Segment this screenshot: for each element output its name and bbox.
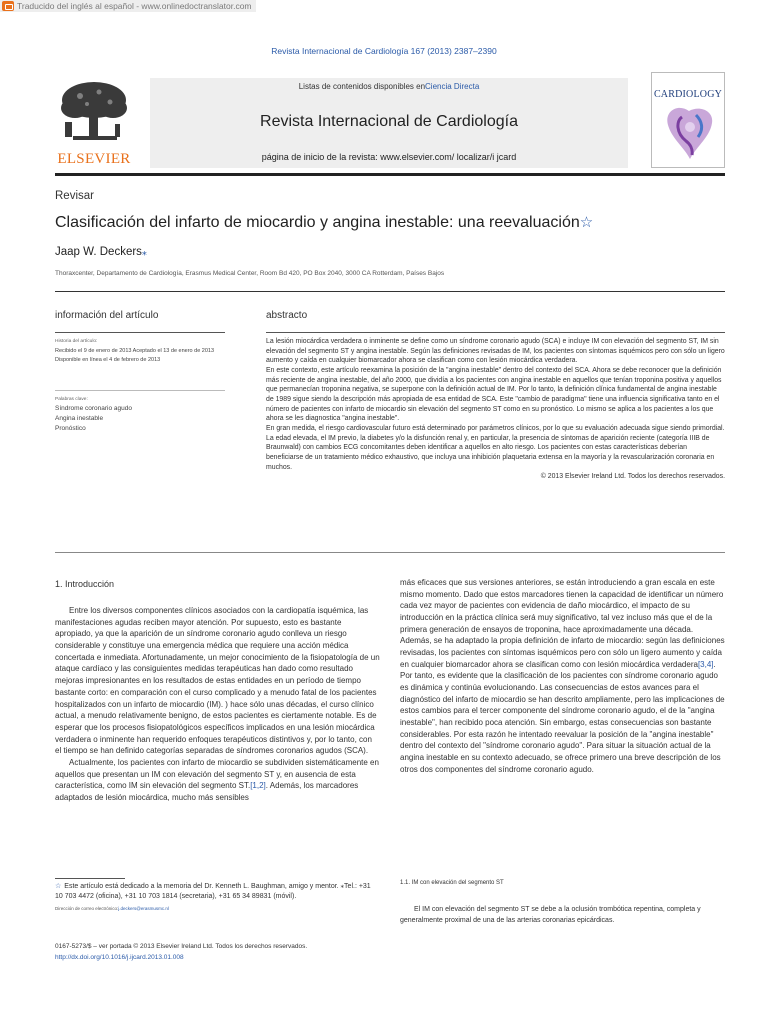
elsevier-logo (55, 78, 133, 168)
author-affiliation: Thoraxcenter, Departamento de Cardiología, Erasmus Medical Center, Room Bd 420, PO Box 2040, 3000 CA Rotterdam, Países Bajos (55, 270, 445, 277)
keyword-item: Pronóstico (55, 424, 86, 432)
article-history (55, 338, 225, 365)
header-divider (55, 291, 725, 292)
citation-link[interactable]: [1,2] (250, 781, 266, 791)
article-info-heading: información del artículo (55, 310, 159, 321)
subsection-body (400, 905, 725, 926)
issn-block (55, 941, 307, 963)
article-title-text: Clasificación del infarto de miocardio y angina inestable: una reevaluación (55, 214, 580, 231)
abstract-copyright: © 2013 Elsevier Ireland Ltd. Todos los derechos reservados. (540, 473, 725, 481)
masthead-divider (55, 173, 725, 176)
author-name: Jaap W. Deckers (55, 246, 142, 258)
translator-banner-text: Traducido del inglés al español - www.onlinedoctranslator.com (17, 1, 252, 11)
keywords-divider (55, 390, 225, 391)
abstract-paragraph: En gran medida, el riesgo cardiovascular futuro está determinado por parámetros clínicos, por lo que su evaluación adecuada sigue siendo primordial. La edad elevada, el IM previo, la diabetes y/o la disfunción renal y, en particular, la presencia de síntomas de aparición reciente (categoría IIIB de Braunwald) con cambios ECG concomitantes deben identificar a aquellos en alto riesgo. Los pacientes con estas características deberían beneficiarse de un tratamiento médico exhaustivo, que incluya una inhibición plaquetaria extensa en la mayoría y la revascularización coronaria en muchos. (266, 424, 725, 471)
journal-cover-thumbnail (651, 72, 725, 168)
subsection-heading: 1.1. IM con elevación del segmento ST (400, 880, 504, 886)
journal-homepage[interactable]: página de inicio de la revista: www.elsevier.com/ localizar/i jcard (261, 152, 517, 162)
footnote-divider (55, 878, 125, 879)
body-right-column (400, 577, 725, 775)
body-paragraph: Entre los diversos componentes clínicos asociados con la cardiopatía isquémica, las manifestaciones agudas reciben mayor atención. Por supuesto, esto es bastante apropiado, ya que la aparición de un síndrome coronario agudo conlleva un riesgo considerable y constituye una emergencia médica que requiere una acción médica concertada e inmediata. Afortunadamente, un mejor conocimiento de la fisiopatología de un ataque cardíaco y las consiguientes medidas terapéuticas han dado como resultado mejoras impresionantes en los resultados de estas entidades en un período de tiempo bastante corto: en comparación con el curso complicado y a menudo fatal de los pacientes hospitalizados con un infarto de miocardio (IM). ) hace sólo unas décadas, el curso clínico actual, a menudo relativamente benigno, de estos pacientes es ciertamente notable. Es de esperar que los procesos fisiopatológicos específicos implicados en una lesión miocárdica verdadera o inminente han requerido enfoques terapéuticos distintivos y, por lo tanto, con el tiempo se han definido categorías separadas de síndromes coronarios agudos (SCA). (55, 606, 380, 756)
body-text: Actualmente, los pacientes con infarto de miocardio se subdividen sistemáticamente en aquellos que presentan un IM con elevación del segmento ST y, en ausencia de esta característica, como IM sin elevación del segmento ST. (55, 757, 379, 791)
cover-title: CARDIOLOGY (653, 89, 723, 100)
body-paragraph (400, 577, 725, 775)
footnote (55, 882, 380, 912)
keywords-block (55, 396, 225, 433)
contents-line (150, 82, 628, 91)
keyword-item: Angina inestable (55, 414, 104, 422)
section-heading-introduction: 1. Introducción (55, 579, 115, 589)
abstract-body (266, 337, 725, 482)
title-footnote-star-icon[interactable]: ☆ (579, 214, 594, 231)
author-line (55, 246, 147, 258)
abstract-heading: abstracto (266, 310, 308, 321)
elsevier-wordmark: ELSEVIER (57, 151, 131, 167)
keywords-label: Palabras clave: (55, 397, 88, 402)
author-correspondence-mark[interactable]: ⁎ (141, 247, 147, 258)
body-paragraph: El IM con elevación del segmento ST se debe a la oclusión trombótica repentina, completa y generalmente proximal de una de las arterias coronarias epicárdicas. (400, 906, 701, 924)
footnote-text: Este artículo está dedicado a la memoria del Dr. Kenneth L. Baughman, amigo y mentor. ⁎Tel.: +31 10 703 4472 (oficina), +31 10 703 1814 (secretaria), +31 65 34 89831 (móvil). (55, 883, 371, 900)
body-paragraph (55, 757, 380, 804)
abstract-paragraph: En este contexto, este artículo reexamina la posición de la "angina inestable" dentro del contexto del SCA. Ahora se debe reconocer que la definición más reciente de angina inestable, del año 2000, que dividía a los pacientes con angina inestable en aquellos que tenían troponina positiva y aquellos que permanecían troponina negativa, se superpone con la definición actual de IM. Por lo tanto, la definición clínica fundamental de angina inestable de 1989 sigue siendo la descripción más apropiada de esa entidad de SCA. Este "cambio de paradigma" tiene una influencia significativa tanto en el número de pacientes con infarto de miocardio sin elevación del segmento ST como en su pronóstico. Lo mismo se aplica a los pacientes a los que ahora se les diagnostica "angina inestable". (266, 366, 722, 423)
history-label: Historia del artículo: (55, 339, 98, 344)
email-label: Dirección de correo electrónico: (55, 905, 119, 911)
article-type: Revisar (55, 190, 94, 202)
journal-reference-link[interactable]: Revista Internacional de Cardiología 167 (2013) 2387–2390 (271, 46, 497, 56)
masthead-center-panel (150, 78, 628, 168)
contents-prefix: Listas de contenidos disponibles en (298, 82, 426, 91)
translator-banner[interactable] (0, 0, 256, 12)
body-text: . Por tanto, es evidente que la clasificación de los pacientes con síndrome coronario agudo es dinámica y continúa evolucionando. Las consecuencias de estos avances para el diagnóstico del infarto de miocardio se han descrito ampliamente, pero las implicaciones de estos cambios para el tercer componente del síndrome coronario agudo, el de la "angina inestable", han recibido poca atención. Sin embargo, estas consecuencias son bastante considerables. Por esta razón he intentado reevaluar la posición de la "angina inestable" dentro del contexto del "síndrome coronario agudo". Para situar la situación actual de la angina inestable en su contexto adecuado, se ofrece primero una breve descripción de los otros dos componentes del síndrome coronario agudo. (400, 659, 725, 774)
article-info-divider (55, 332, 225, 333)
citation-link[interactable]: [3,4] (697, 659, 714, 669)
abstract-divider (266, 332, 725, 333)
elsevier-tree-icon (55, 78, 133, 148)
keyword-item: Síndrome coronario agudo (55, 405, 132, 413)
footnote-star-icon: ☆ (55, 883, 62, 890)
abstract-paragraph: La lesión miocárdica verdadera o inminente se define como un síndrome coronario agudo (SCA) e incluye IM con elevación del segmento ST, IM sin elevación del segmento ST y angina inestable. Según las definiciones revisadas de IM, los pacientes con síntomas isquémicos pero con sólo un ligero aumento y caída en cualquier biomarcador ahora se clasifican como con lesión miocárdica verdadera. (266, 338, 725, 365)
sciencedirect-link[interactable]: Ciencia Directa (425, 82, 480, 91)
history-text: Recibido el 9 de enero de 2013 Aceptado el 13 de enero de 2013 Disponible en línea el 4 de febrero de 2013 (55, 347, 215, 363)
article-title (55, 213, 593, 232)
journal-title: Revista Internacional de Cardiología (260, 113, 518, 130)
author-email-link[interactable]: j.deckers@erasmusmc.nl (118, 905, 169, 911)
body-left-column (55, 578, 380, 804)
masthead (55, 72, 725, 172)
footnote-email-line (55, 906, 380, 912)
body-text: más eficaces que sus versiones anteriores, se están introduciendo a gran escala en este mismo momento. Dado que estos marcadores tienen la capacidad de identificar un número cada vez mayor de pacientes con evidencia de daño miocárdico, el impacto de su introducción en la práctica clínica será muy significativo, tal vez incluso más que el de la primera generación de ensayos de troponina, hace aproximadamente una década. Además, se ha adaptado la propia definición de infarto de miocardio: según las definiciones revisadas, los pacientes con síntomas isquémicos pero con sólo un ligero aumento y caída en cualquier biomarcador ahora se clasifican como con lesión miocárdica verdadera (400, 578, 725, 669)
doi-link[interactable]: http://dx.doi.org/10.1016/j.ijcard.2013.01.008 (55, 954, 184, 962)
cover-heart-image-icon (660, 103, 718, 163)
abstract-bottom-divider (55, 552, 725, 553)
translator-icon (2, 1, 14, 11)
body-text: . Además, los marcadores adaptados de lesión miocárdica, mucho más sensibles (55, 781, 359, 802)
issn-text: 0167-5273/$ – ver portada © 2013 Elsevier Ireland Ltd. Todos los derechos reservados. (55, 943, 308, 950)
